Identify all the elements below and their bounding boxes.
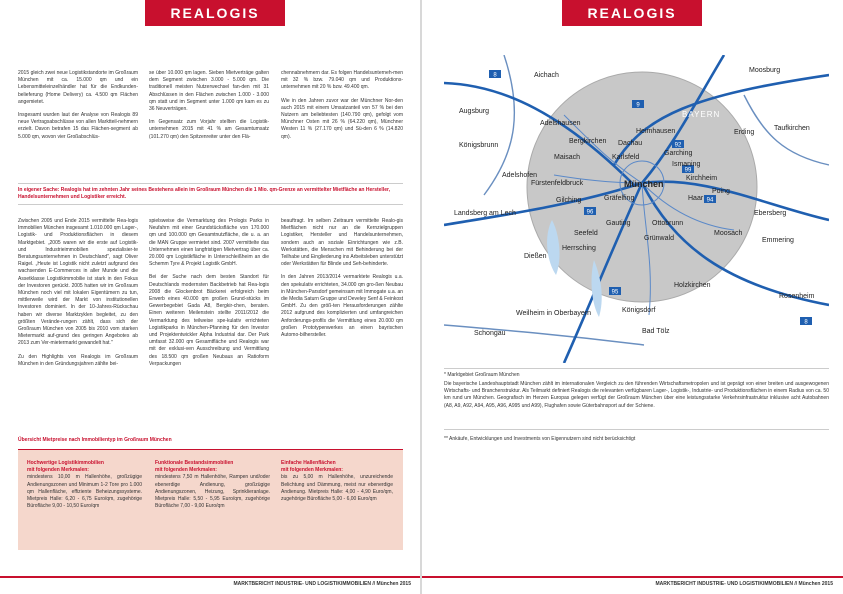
highlight-note: In eigener Sache: Realogis hat im zehnten Jahr seines Bestehens allein im Großraum München die 1 Mio. qm-Grenze an vermittelter Mietfläche an Hersteller, Handelsunternehmen und Logistiker erreicht. — [18, 183, 403, 205]
label-aichach: Aichach — [534, 72, 559, 79]
label-gilching: Gilching — [556, 197, 582, 204]
label-haar: Haar — [688, 195, 704, 202]
label-taufkirchen: Taufkirchen — [774, 125, 810, 132]
market-area-map — [444, 55, 829, 363]
text-column-2: se über 10.000 qm lagen. Sieben Mietverträge galten dem Segment zwischen 3.000 - 5.000 qm. Die traditionell meisten Nutzerwechsel fan-den mit 31 Abschlüssen in den Flächen zwischen 1.000 - 3.000 qm statt und im Segment unter 1.000 qm kam es zu 36 Neuverträgen. Im Gegensatz zum Vorjahr stellten die Logistik-unternehmen 2015 mit 41 % am Gesamtumsatz (101.270 qm) den Spitzenreiter unter den Flä- — [149, 70, 269, 140]
left-page — [0, 0, 421, 594]
label-dachau: Dachau — [618, 140, 643, 147]
label-moosburg: Moosburg — [749, 67, 781, 74]
label-koenigsbrunn: Königsbrunn — [459, 142, 499, 149]
label-moosach: Moosach — [714, 230, 743, 237]
text-column-1: 2015 gleich zwei neue Logistikstandorte im Großraum München mit ca. 15.000 qm und ein Lebensmitteleinzelhändler hat für die Endkunden-belieferung (Home Delivery) ca. 4.500 qm Flächen angemietet. Insgesamt wurden laut der Analyse von Realogis 89 neue Vertragsabschlüsse von allen Marktteil-nehmern erzielt. Davon betrafen 15 das Flächen-segment ab 5.000 qm, wovon vier Großabschlüs- — [18, 70, 138, 140]
road-shield-a95: 95 — [611, 289, 619, 296]
caption-rule — [444, 368, 829, 369]
label-fuerstenfeldbruck: Fürstenfeldbruck — [531, 180, 584, 187]
label-adelshausen: Adelshausen — [540, 120, 581, 127]
realogis-logo: REALOGIS — [145, 0, 285, 26]
road-shield-a9: 9 — [636, 102, 640, 109]
label-erding: Erding — [734, 129, 755, 136]
label-maisach: Maisach — [554, 154, 581, 161]
label-garching: Garching — [664, 150, 693, 157]
text-column-6: beauftragt. Im selben Zeitraum vermittelte Realo-gis Mietflächen nicht nur an die Kernzielgruppen Logistiker, Hersteller und Handelsunternehmen, sondern auch an soziale Einrichtungen wie z.B. Werkstätten, die Menschen mit Behinderung bei der Teilhabe und Eingliederung ins Arbeitsleben unterstützt oder Werkstätten für Blinde und Seh-behinderte. In den Jahren 2013/2014 vermarktete Realogis u.a. den spekulativ errichteten, 34.000 qm gro-ßen Neubau in München-Parsdorf gemeinsam mit Immogate u.a. an die Media Saturn Gruppe und Develey Senf & Feinkost GmbH. Zu den größ-ten Herausforderungen zählte 2012 aufgrund des komplizierten und umfangreichen Anforderungs-profils die Vermittlung eines 20.000 qm großen Prototypenwerkes an einen bayrischen Automo-bilhersteller. — [281, 218, 403, 339]
page-footer — [422, 576, 843, 588]
price-overview-box — [18, 449, 403, 550]
label-bergkirchen: Bergkirchen — [569, 138, 607, 145]
label-ebersberg: Ebersberg — [754, 210, 787, 217]
label-ottobrunn: Ottobrunn — [652, 220, 684, 227]
label-weilheim: Weilheim in Oberbayern — [516, 310, 591, 317]
text-column-4: Zwischen 2005 und Ende 2015 vermittelte Rea-logis Immobilien München insgesamt 1.010.000 qm Lager-, Logistik- und Produktionsflächen in diesem Marktgebiet. „2005 waren wir die erste auf Logistik- und Industrieimmobilien spezialisier-te Beratungsunternehmen in Deutschland", sagt Oliver Raigel. „Heute ist Logistik nicht zuletzt aufgrund des wachsenden E-Commerces in aller Munde und die Assetklasse Logistikimmobilie ist stark in den Fokus der Investoren gerückt. 2005 hatten wir im Großraum München noch viel mit lokalen Eigentümern zu tun, mittlerweile wird der Markt von institutionellen Investoren dominiert. In der 10-Jahres-Rückschau haben wir diverse Marktzyklen begleitet, zu den größten Verände-rungen zählt, dass sich der Großraum München von 2005 bis 2010 vom starken Mietermarkt auf-grund des geringen Angebotes ab 2013 zum Ver-mietermarkt gewandelt hat." Zu den Highlights von Realogis im Großraum München in den Gründungsjahren zählte bei- — [18, 218, 138, 367]
label-augsburg: Augsburg — [459, 108, 489, 115]
label-koenigsdorf: Königsdorf — [622, 307, 656, 314]
label-heimhausen: Heimhausen — [636, 128, 676, 135]
footnote-rule — [444, 429, 829, 430]
label-bayern: BAYERN — [682, 110, 721, 119]
road-shield-a99: 99 — [684, 167, 692, 174]
road-shield-a8-east: 8 — [804, 319, 808, 326]
label-kirchheim: Kirchheim — [686, 175, 718, 182]
road-shield-a94: 94 — [706, 197, 714, 204]
label-herrsching: Herrsching — [562, 245, 596, 252]
label-emmering: Emmering — [762, 237, 794, 244]
label-gauting: Gauting — [606, 220, 631, 227]
label-landsberg: Landsberg am Lech — [454, 210, 516, 217]
label-muenchen: München — [624, 179, 664, 189]
page-footer — [0, 576, 421, 588]
road-shield-a8-west: 8 — [493, 72, 497, 79]
label-seefeld: Seefeld — [574, 230, 598, 237]
right-page — [422, 0, 843, 594]
realogis-logo: REALOGIS — [562, 0, 702, 26]
label-holzkirchen: Holzkirchen — [674, 282, 711, 289]
price-column-premium: Hochwertige Logistikimmobilien mit folgenden Merkmalen: mindestens 10,00 m Hallenhöhe, großzügige Andienungszonen und Minimum 1-2 Tore pro 1.000 qm Hallenfläche, effiziente Beheizungssysteme. Mietpreis Halle: 6,20 - 6,75 Euro/qm, zugehörige Bürofläche 9,00 - 10,50 Euro/qm — [27, 460, 142, 510]
text-column-5: spielsweise die Vermarktung des Prologis Parks in Neufahrn mit einer Grundstücksfläche von 170.000 qm und 100.000 qm Gesamtnutzfläche, die u. a. an die MAN Gruppe vermietet sind. 2007 vermittelte das Unternehmen einen langfristigen Mietvertrag über ca. 20.000 qm Logistikfläche in Unterschleißheim an die Schemm Tyre & Projekt Logistik GmbH. Bei der Suche nach dem besten Standort für Deutschlands modernsten Backbetrieb hat Rea-logis 2008 die Glockenbrot Bäckerei erfolgreich beim Erwerb eines 40.000 qm großen Grund-stücks im Gewerbegebiet Gada A8, Bergkir-chen, beraten. Einen weiteren Meilenstein stellte 2011/2012 die Vermarktung des teilweise spe-kulativ errichteten Logistikparks in München-Pfanning für den Investor und Projektentwickler Alpha Industrial dar. Der Park umfasst 32.000 qm Gesamtfläche und Realogis war mit der exklusi-ven Ausschreibung und Vermittlung des 18.500 qm großen Neubaus an Ratioform Verpackungen — [149, 218, 269, 367]
road-shield-a96: 96 — [586, 209, 594, 216]
label-ismaning: Ismaning — [672, 161, 701, 168]
label-rosenheim: Rosenheim — [779, 293, 815, 300]
price-overview-title: Übersicht Mietpreise nach Immobilientyp im Großraum München — [18, 437, 172, 443]
footer-text: MARKTBERICHT INDUSTRIE- UND LOGISTIKIMMOBILIEN // München 2015 — [233, 581, 411, 587]
label-bad-toelz: Bad Tölz — [642, 328, 670, 335]
map-caption: Die bayerische Landeshauptstadt München zählt im internationalen Vergleich zu den führenden Wirtschaftsmetropolen und ist geprägt von einer breiten und ausgewogenen Wirtschafts- und Branchenstruktur. Als Teilmarkt definiert Realogis die relevanten verfügbaren Lager-, Logistik-, Industrie- und Produktionsflächen in einem Radius von ca. 50 km rund um München. Geografisch im Herzen Europas gelegen verfügt der Großraum München über eine leistungsstarke Verkehrsinfrastruktur inklusive acht Autobahnen (A8, A9, A92, A94, A95, A96, A995 und A99), Flughafen sowie Güterbahnsport auf der Schiene. — [444, 381, 829, 409]
price-column-simple: Einfache Hallenflächen mit folgenden Merkmalen: bis zu 5,00 m Hallenhöhe, unzureichende Belichtung und Dämmung, meist nur ebenerdige Andienung. Mietpreis Halle: 4,00 - 4,90 Euro/qm, zugehörige Bürofläche 5,00 - 6,00 Euro/qm — [281, 460, 393, 503]
road-shield-a92: 92 — [674, 142, 682, 149]
map-caption-title: * Marktgebiet Großraum München — [444, 372, 520, 378]
label-gruenwald: Grünwald — [644, 235, 674, 242]
label-schongau: Schongau — [474, 330, 506, 337]
label-karlsfeld: Karlsfeld — [612, 154, 640, 161]
label-poing: Poing — [712, 188, 730, 195]
footer-text: MARKTBERICHT INDUSTRIE- UND LOGISTIKIMMOBILIEN // München 2015 — [655, 581, 833, 587]
label-diessen: Dießen — [524, 253, 547, 260]
text-column-3: chennabnehmern dar. Es folgen Handelsunterneh-men mit 32 % bzw. 79.040 qm und Produktions-unternehmen mit 20 % bzw. 49.400 qm. Wie in den Jahren zuvor war der Münchner Nor-den auch 2015 mit einem Umsatzanteil von 57 % bei den Nutzern am beliebtesten (140.790 qm), gefolgt vom Münchner Osten mit 26 % (64.220 qm), Münchner Westen 11 % (27.170 qm) und Sü-den 6 % (14.820 qm). — [281, 70, 403, 140]
price-column-functional: Funktionale Bestandsimmobilien mit folgenden Merkmalen: mindestens 7,50 m Hallenhöhe, Rampen und/oder ebenerdige Andienung, großzügige Andienungszonen, Heizung, Sprinklieranlage. Mietpreis Halle: 5,50 - 5,95 Euro/qm, zugehörige Bürofläche 7,00 - 9,00 Euro/qm — [155, 460, 270, 510]
label-adelshofen: Adelshofen — [502, 172, 538, 179]
label-graefelfing: Gräfelfing — [604, 195, 635, 202]
footnote: ** Ankäufe, Entwicklungen und Investments von Eigennutzern sind nicht berücksichtigt — [444, 436, 636, 442]
